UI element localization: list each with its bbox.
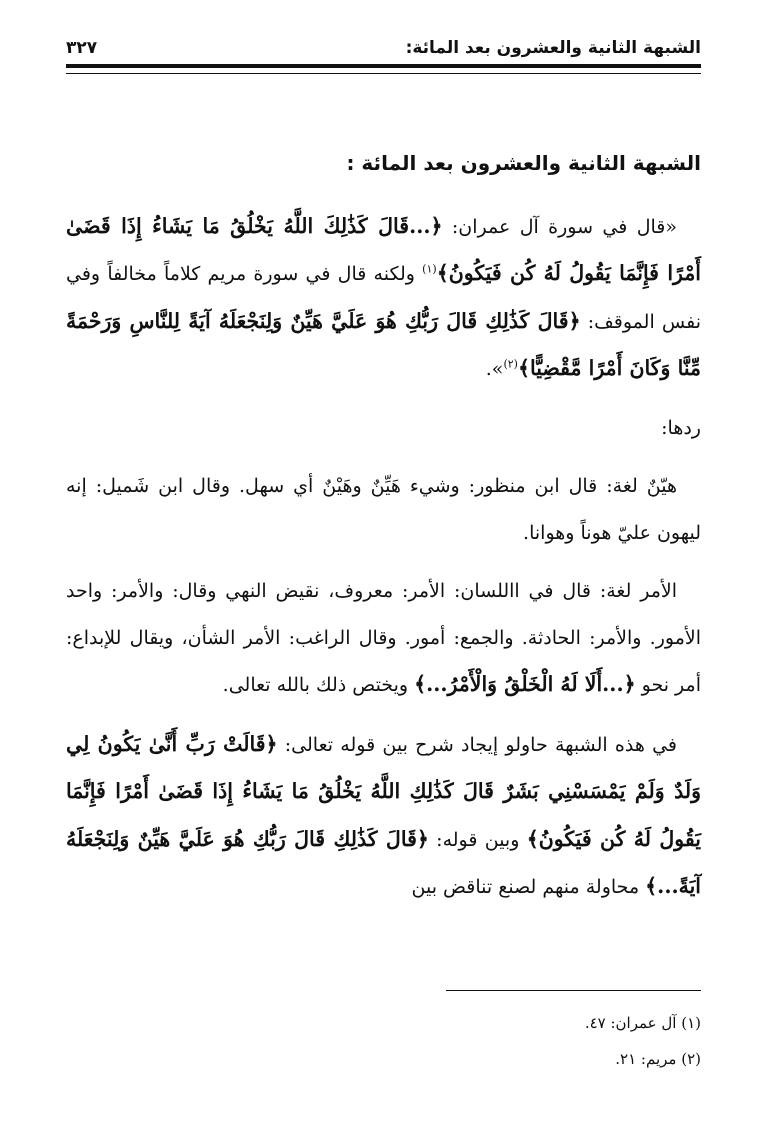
analysis-middle: وبين قوله: xyxy=(428,828,527,851)
footnotes xyxy=(66,1005,701,1077)
footnote-ref-2: (٢) xyxy=(503,357,518,371)
footnote-ref-1: (١) xyxy=(422,262,437,276)
verse-al-araf: ﴿...أَلَا لَهُ الْخَلْقُ وَالْأَمْرُ...﴾ xyxy=(414,672,636,696)
paragraph-amr xyxy=(66,568,701,709)
paragraph-analysis xyxy=(66,721,701,911)
verse-al-imran: ﴿...قَالَ كَذَٰلِكَ اللَّهُ يَخْلُقُ مَا يَشَاءُ إِذَا قَضَىٰ أَمْرًا فَإِنَّمَا يَقُولُ لَهُ كُن فَيَكُونُ﴾ xyxy=(66,213,701,285)
amr-end: ويختص ذلك بالله تعالى. xyxy=(222,674,415,696)
verse-maryam-partial: ﴿قَالَ كَذَٰلِكِ قَالَ رَبُّكِ هُوَ عَلَيَّ هَيِّنٌ وَلِنَجْعَلَهُ آيَةً...﴾ xyxy=(66,826,701,898)
amr-text: الأمر لغة: قال في االلسان: الأمر: معروف، نقيض النهي وقال: والأمر: واحد الأمور. والأمر: الحادثة. والجمع: أمور. وقال الراغب: الأمر الشأن، ويقال للإبداع: أمر نحو xyxy=(66,580,701,696)
running-header-title: الشبهة الثانية والعشرون بعد المائة: xyxy=(405,38,701,58)
footnote-1: (١) آل عمران: ٤٧. xyxy=(584,1014,701,1032)
analysis-intro: في هذه الشبهة حاولو إيجاد شرح بين قوله تعالى: xyxy=(277,733,678,756)
header-rule-thick xyxy=(66,64,701,68)
paragraph-claim xyxy=(66,203,701,393)
analysis-end: محاولة منهم لصنع تناقض بين xyxy=(411,876,646,898)
running-header xyxy=(66,28,701,58)
claim-intro: «قال في سورة آل عمران: xyxy=(442,215,677,238)
paragraph-hayyin: هيّنٌ لغة: قال ابن منظور: وشيء هَيِّنٌ وهَيْنٌ أي سهل. وقال ابن شَميل: إنه ليهون عليّ هوناً وهوانا. xyxy=(66,475,701,544)
section-heading: الشبهة الثانية والعشرون بعد المائة : xyxy=(346,151,701,175)
claim-middle: ولكنه قال في سورة مريم كلاماً مخالفاً وفي نفس الموقف: xyxy=(66,263,701,333)
footnote-2: (٢) مريم: ٢١. xyxy=(615,1050,701,1068)
verse-maryam: ﴿قَالَ كَذَٰلِكِ قَالَ رَبُّكِ هُوَ عَلَيَّ هَيِّنٌ وَلِنَجْعَلَهُ آيَةً لِلنَّاسِ وَرَحْمَةً مِّنَّا وَكَانَ أَمْرًا مَّقْضِيًّا﴾ xyxy=(66,308,701,380)
footnote-separator xyxy=(446,990,701,991)
main-text xyxy=(66,140,701,923)
page-number: ٣٢٧ xyxy=(66,38,98,58)
header-rule-thin xyxy=(66,73,701,74)
paragraph-reply-label: ردها: xyxy=(661,416,701,439)
verse-al-imran-full: ﴿قَالَتْ رَبِّ أَنَّىٰ يَكُونُ لِي وَلَدٌ وَلَمْ يَمْسَسْنِي بَشَرٌ قَالَ كَذَٰلِكِ اللَّهُ يَخْلُقُ مَا يَشَاءُ إِذَا قَضَىٰ أَمْرًا فَإِنَّمَا يَقُولُ لَهُ كُن فَيَكُونُ﴾ xyxy=(66,731,701,851)
claim-end: ». xyxy=(485,358,504,380)
